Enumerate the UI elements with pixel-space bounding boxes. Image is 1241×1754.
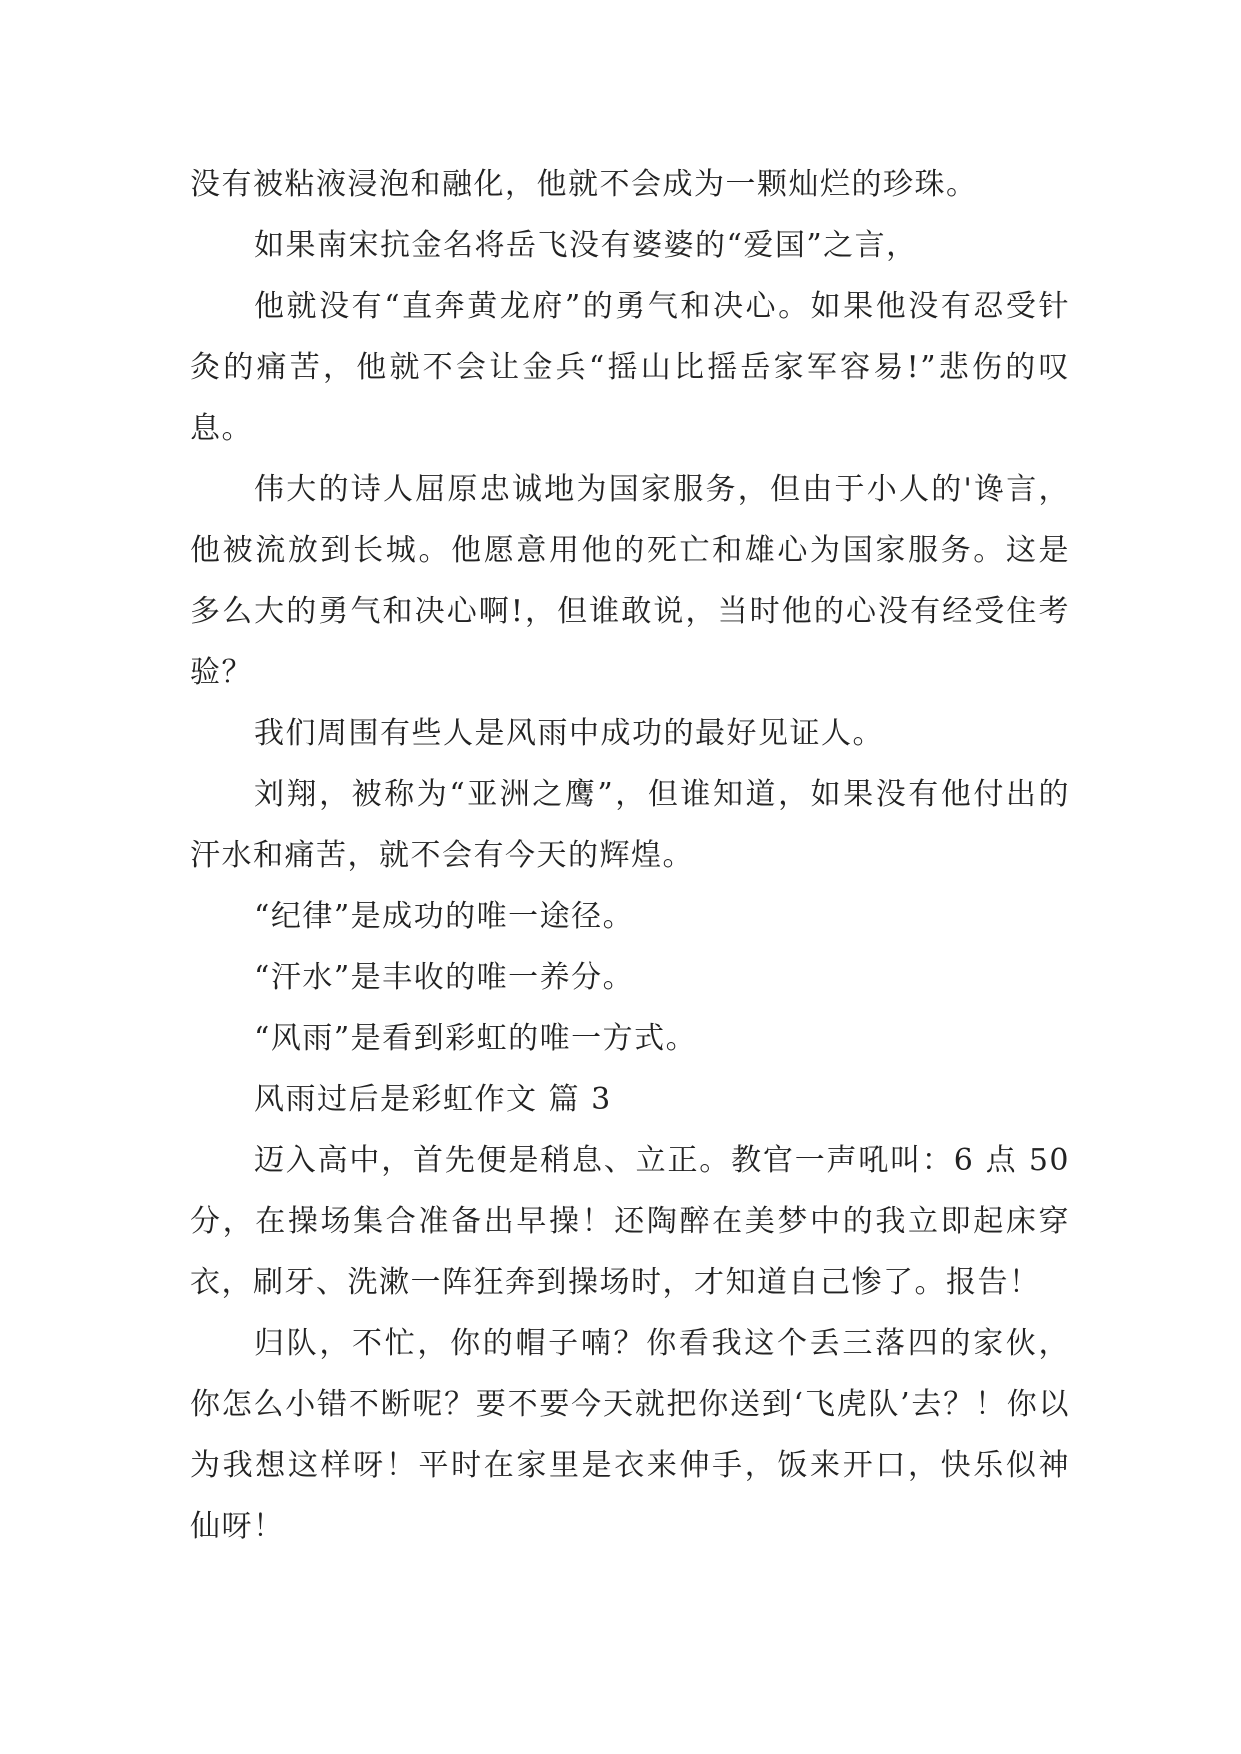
- paragraph-3: 他就没有“直奔黄龙府”的勇气和决心。如果他没有忍受针灸的痛苦，他就不会让金兵“摇山比摇岳家军容易!”悲伤的叹息。: [190, 289, 1070, 446]
- paragraph-4: 伟大的诗人屈原忠诚地为国家服务，但由于小人的'谗言，他被流放到长城。他愿意用他的死亡和雄心为国家服务。这是多么大的勇气和决心啊!，但谁敢说，当时他的心没有经受住考验？: [190, 472, 1070, 690]
- paragraph-12: 归队，不忙，你的帽子喃？你看我这个丢三落四的家伙，你怎么小错不断呢？要不要今天就把你送到‘飞虎队’去？！你以为我想这样呀！平时在家里是衣来伸手，饭来开口，快乐似神仙呀！: [190, 1326, 1070, 1544]
- section-heading: 风雨过后是彩虹作文 篇 3: [254, 1082, 612, 1117]
- paragraph-11: 迈入高中，首先便是稍息、立正。教官一声吼叫：6 点 50 分，在操场集合准备出早操！还陶醉在美梦中的我立即起床穿衣，刷牙、洗漱一阵狂奔到操场时，才知道自己惨了。报告！: [190, 1143, 1070, 1300]
- paragraph-5: 我们周围有些人是风雨中成功的最好见证人。: [254, 716, 884, 751]
- paragraph-9: “风雨”是看到彩虹的唯一方式。: [254, 1021, 698, 1056]
- paragraph-8: “汗水”是丰收的唯一养分。: [254, 960, 635, 995]
- paragraph-7: “纪律”是成功的唯一途径。: [254, 899, 635, 934]
- paragraph-6: 刘翔，被称为“亚洲之鹰”，但谁知道，如果没有他付出的汗水和痛苦，就不会有今天的辉煌。: [190, 777, 1070, 873]
- paragraph-1: 没有被粘液浸泡和融化，他就不会成为一颗灿烂的珍珠。: [190, 167, 978, 202]
- document-body: [190, 154, 1070, 1557]
- paragraph-2: 如果南宋抗金名将岳飞没有婆婆的“爱国”之言，: [254, 228, 918, 263]
